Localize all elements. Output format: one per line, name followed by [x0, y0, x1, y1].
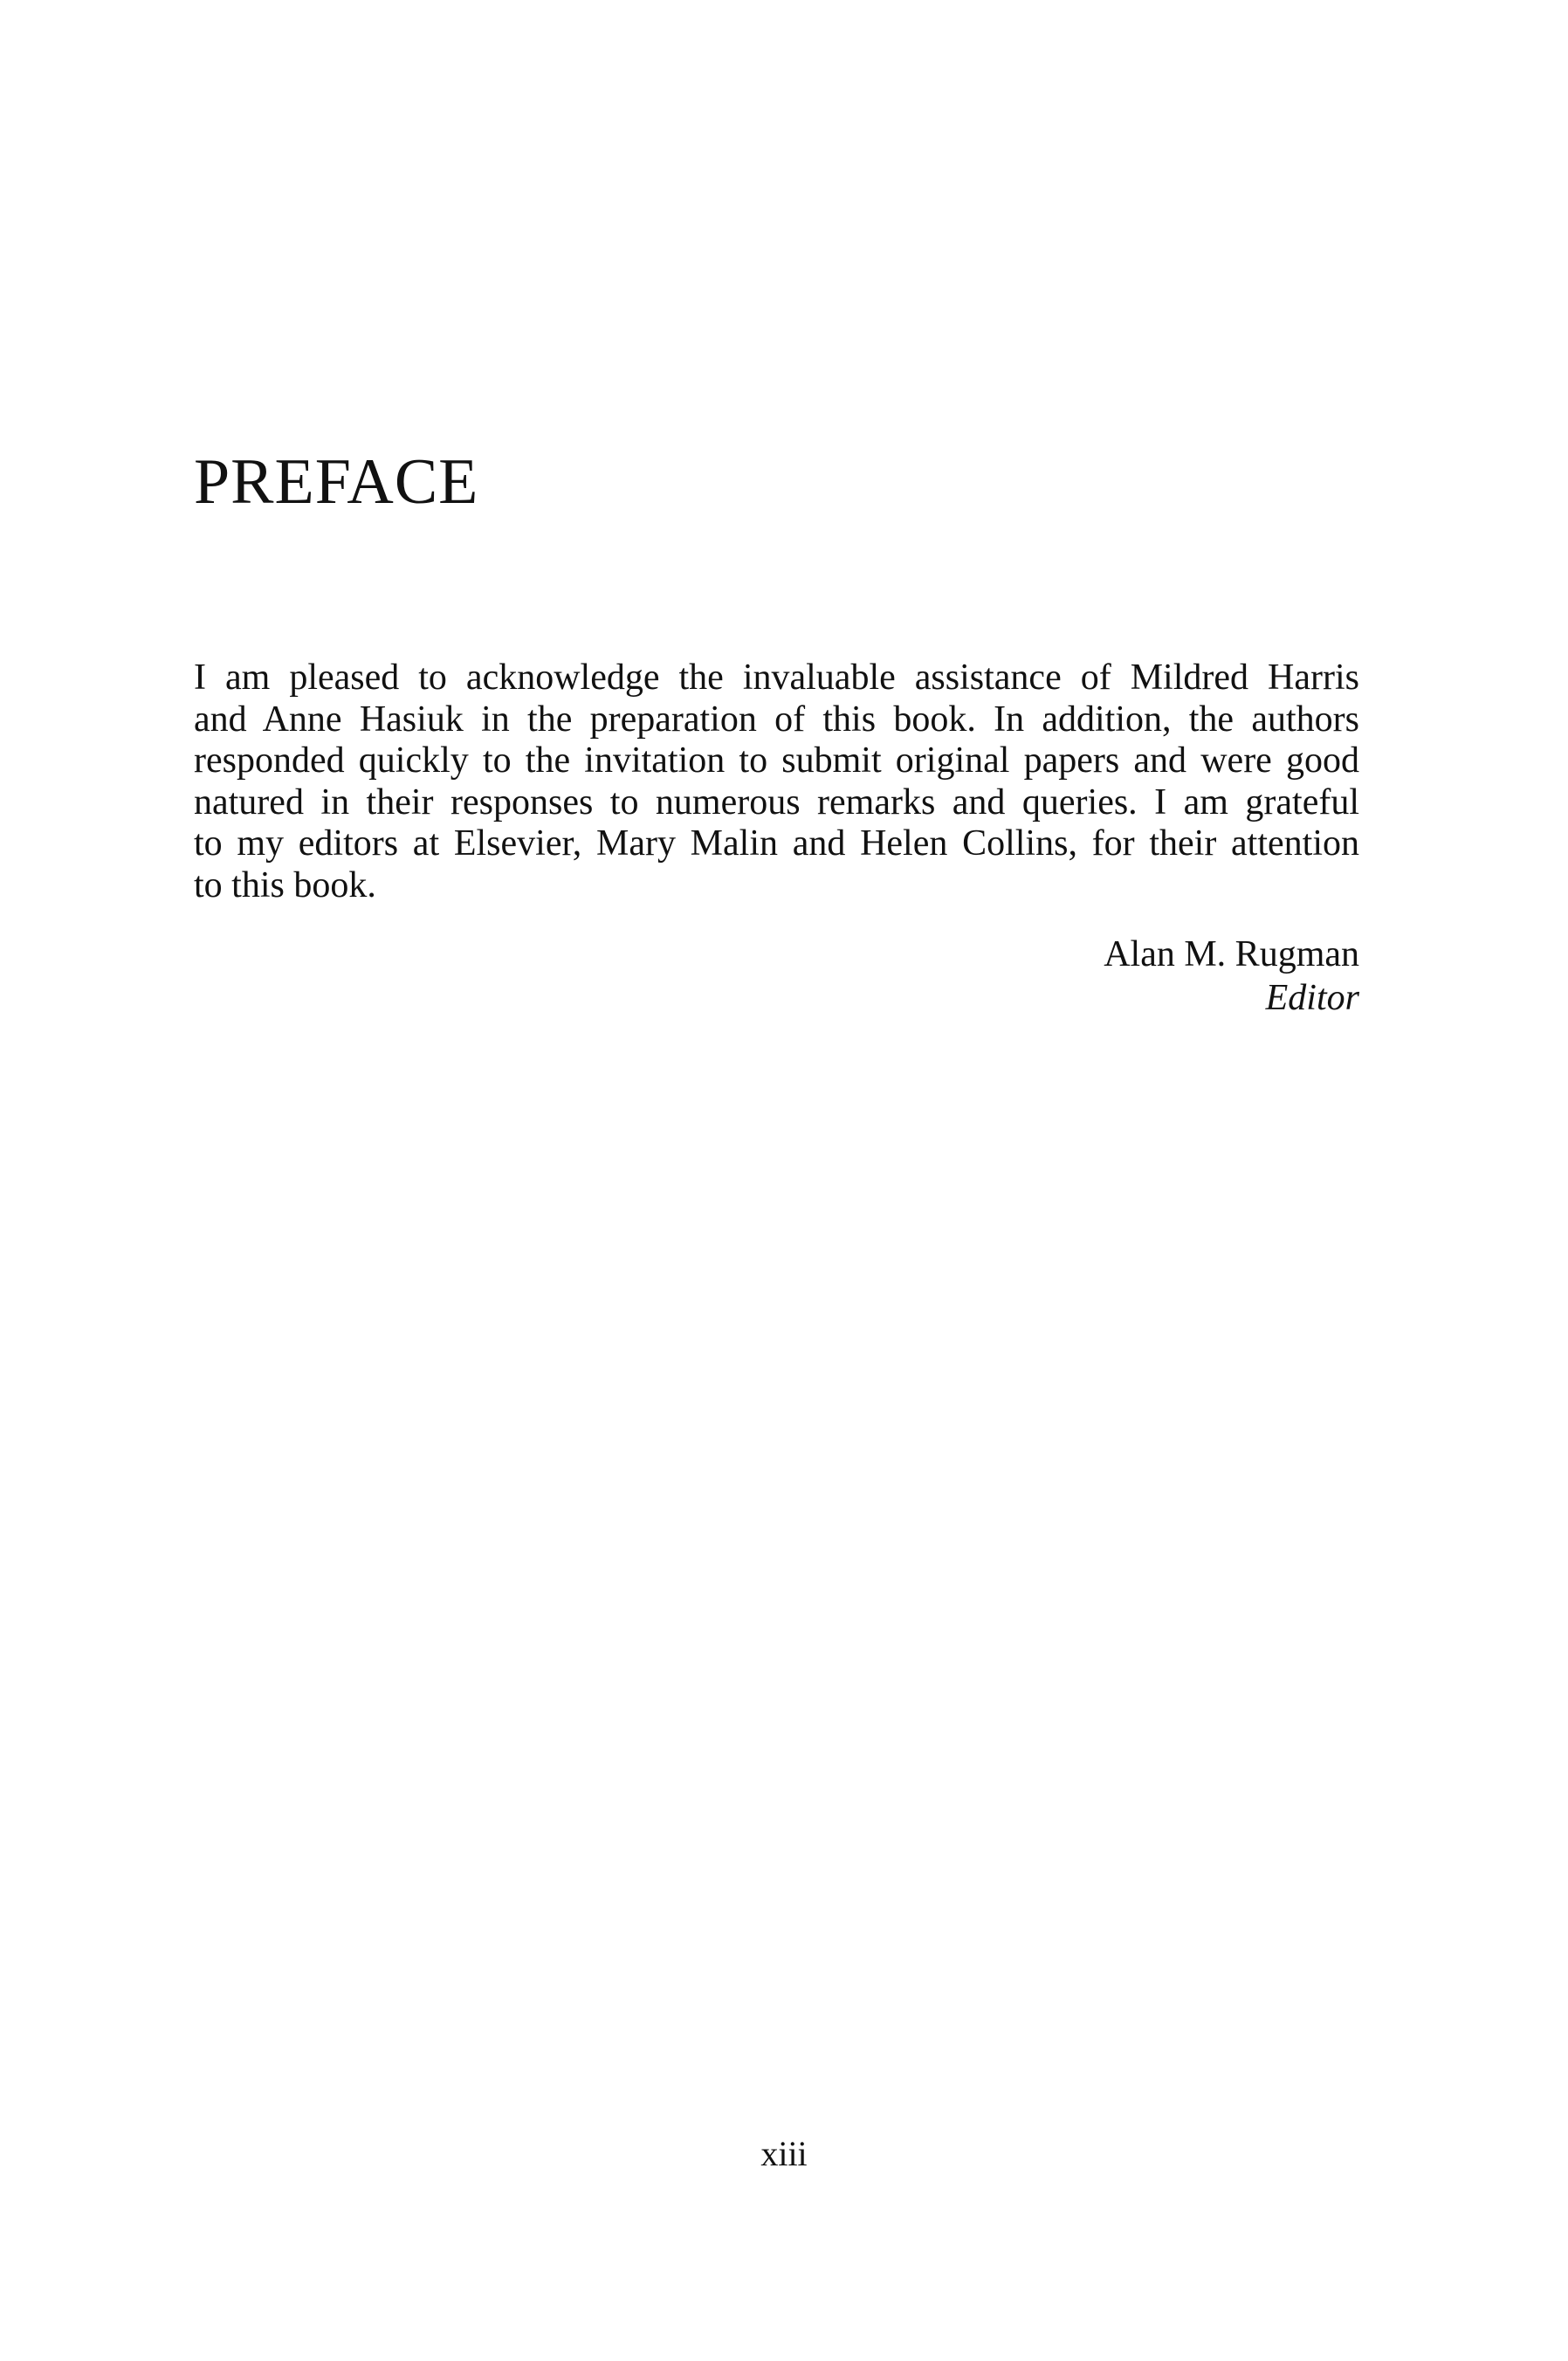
paragraph-line: responded quickly to the invitation to submit original papers and were good — [194, 740, 1359, 781]
paragraph-line: to this book. — [194, 864, 376, 905]
preface-paragraph — [194, 657, 1359, 906]
page-title: PREFACE — [194, 446, 479, 518]
signature-block — [1104, 933, 1359, 1020]
paragraph-line: and Anne Hasiuk in the preparation of this book. In addition, the authors — [194, 699, 1359, 740]
signature-role: Editor — [1265, 978, 1359, 1018]
paragraph-line: I am pleased to acknowledge the invaluable assistance of Mildred Harris — [194, 657, 1359, 698]
signature-name: Alan M. Rugman — [1104, 934, 1359, 974]
paragraph-line: natured in their responses to numerous remarks and queries. I am grateful — [194, 781, 1359, 823]
page-number: xiii — [760, 2134, 808, 2173]
paragraph-line: to my editors at Elsevier, Mary Malin and Helen Collins, for their attention — [194, 823, 1359, 864]
